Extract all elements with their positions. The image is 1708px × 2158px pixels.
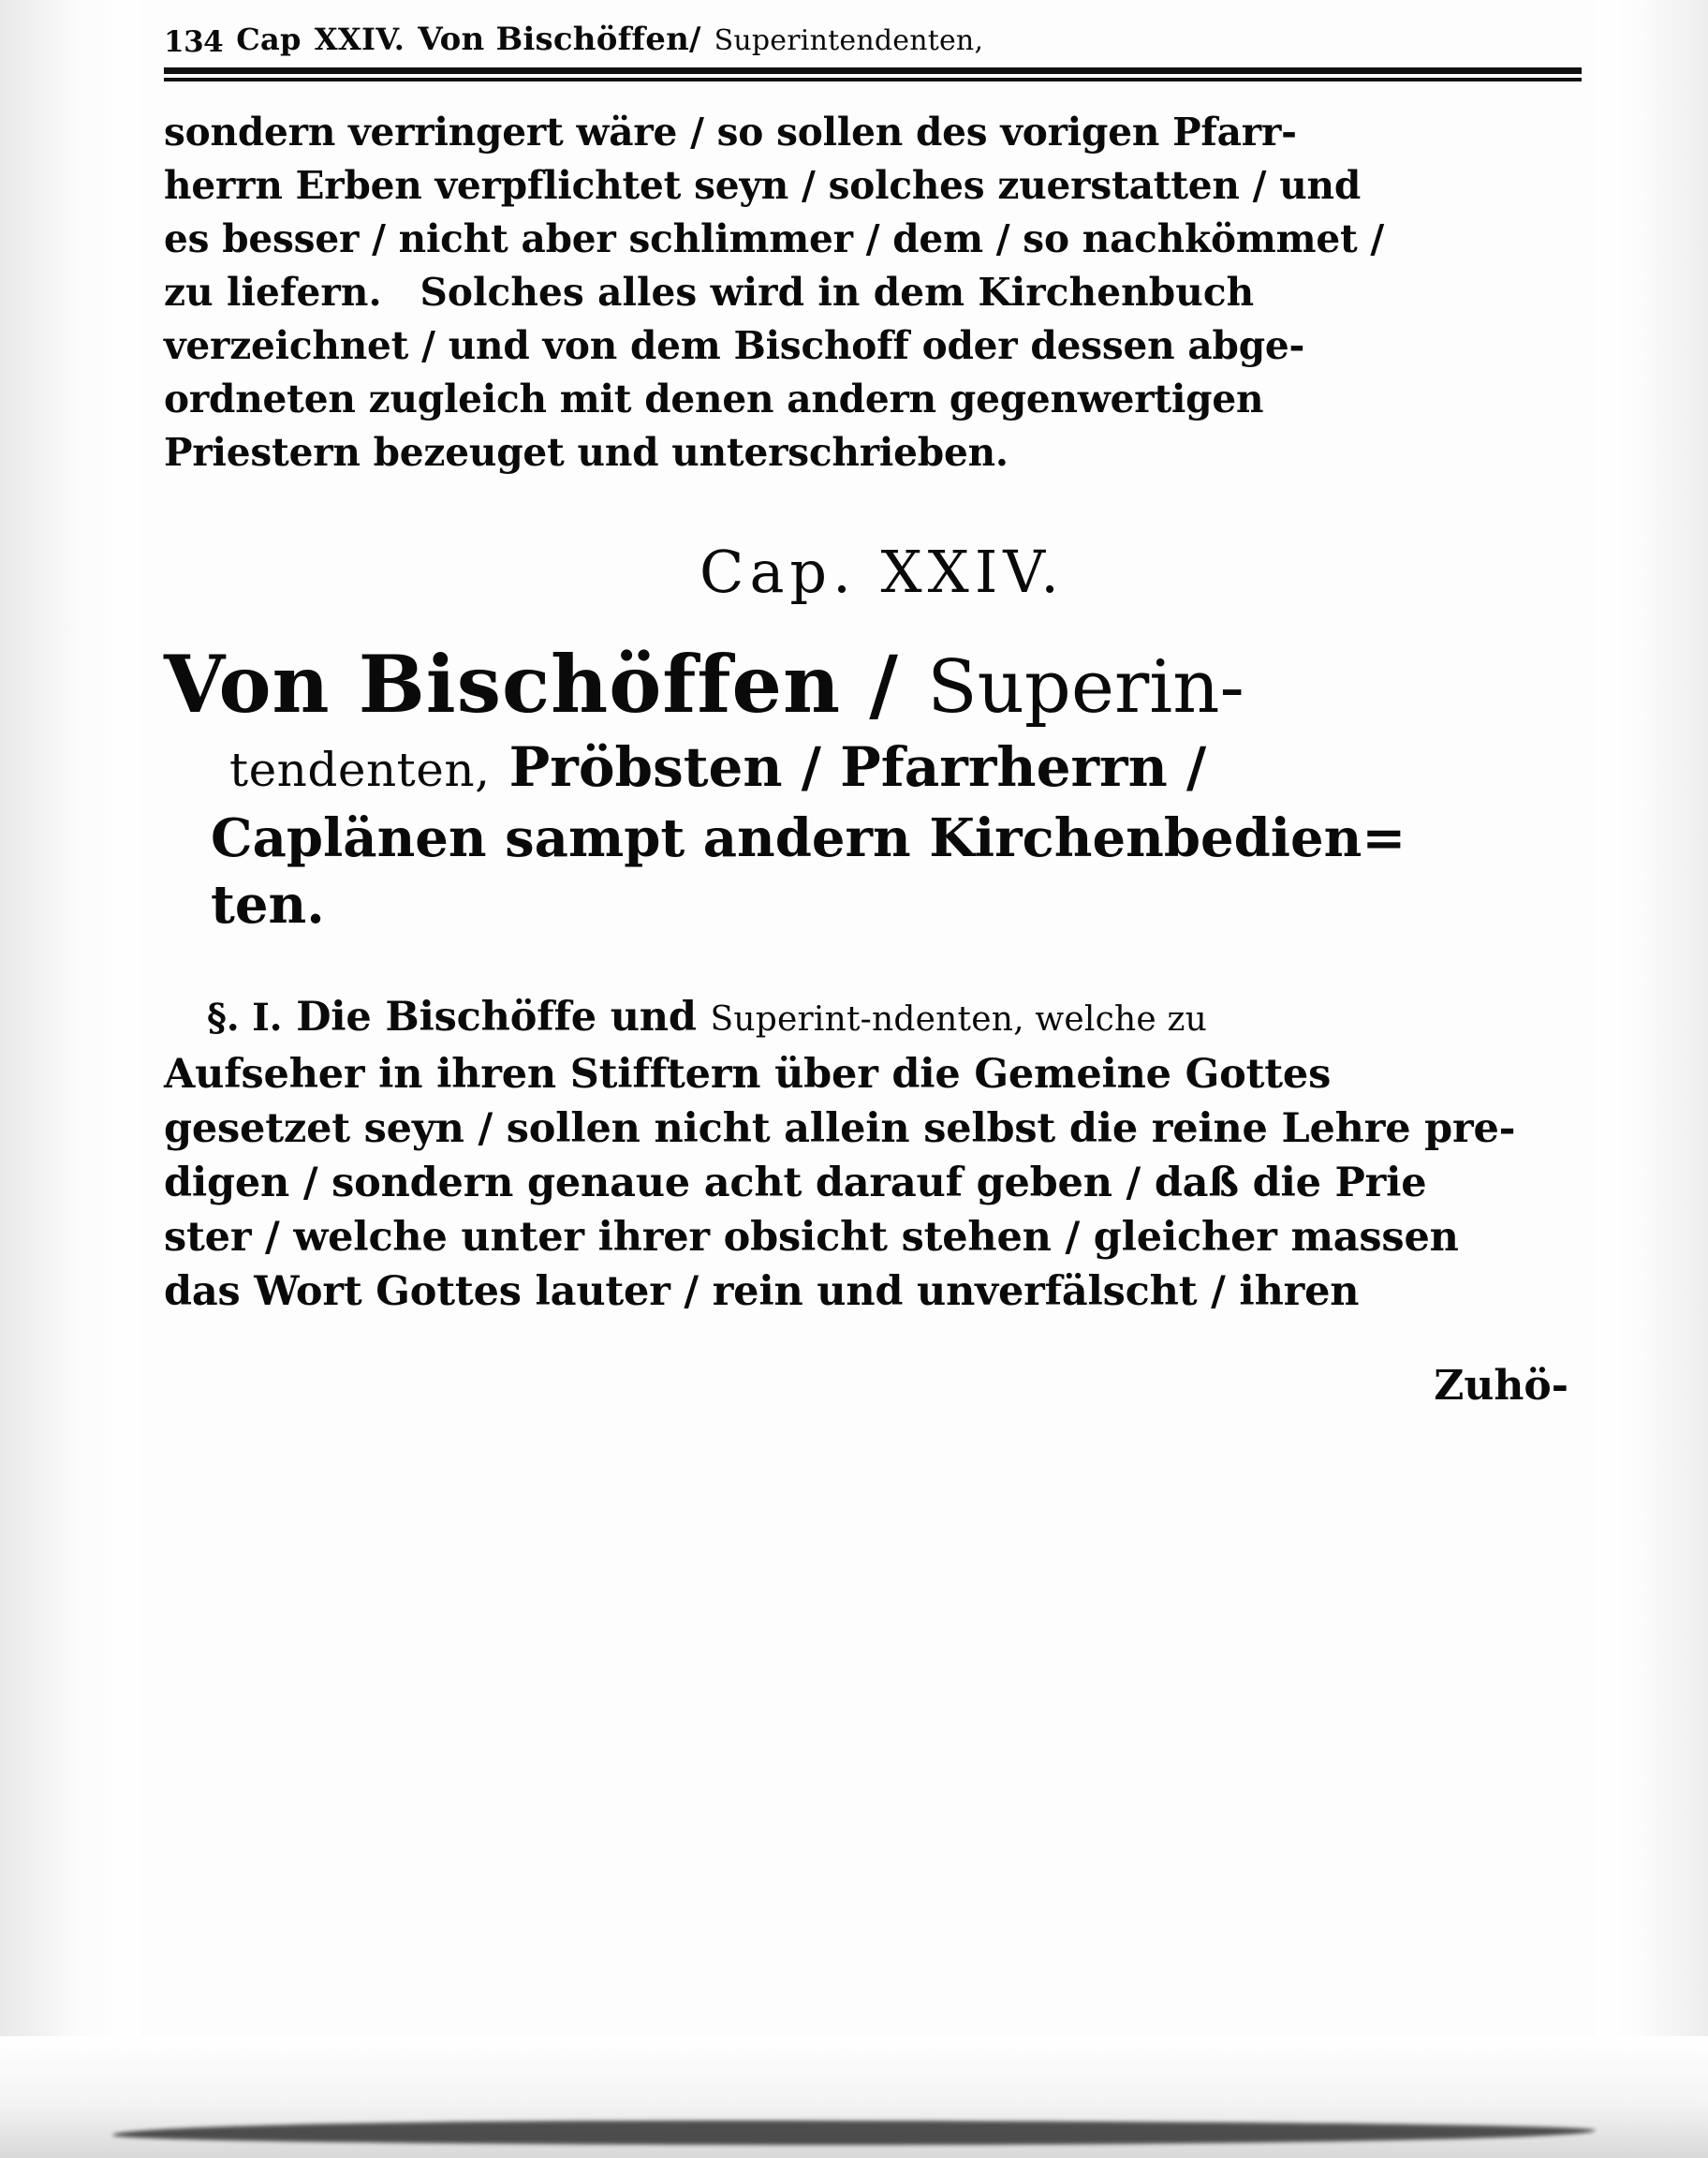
running-head-cap-label: Cap (236, 22, 302, 57)
section-line: digen / sondern genaue acht darauf geben / daß die Prie (164, 1160, 1427, 1206)
body-line: zu liefern. Solches alles wird in dem Kirchenbuch (164, 270, 1255, 315)
section-marker: §. I. (207, 996, 283, 1040)
section-line-roman-text: Superint‐ndenten, welche zu (710, 1000, 1208, 1039)
running-head-title-roman: Superintendenten, (714, 24, 984, 57)
chapter-title-tendenten: tendenten, (229, 743, 491, 797)
chapter-title-roman-part: Superin- (927, 645, 1244, 730)
section-first-line (164, 990, 1582, 1047)
head-rule-thin (164, 78, 1582, 81)
page-folio-number: 134 (164, 25, 224, 59)
page-edge-right-shadow (1596, 0, 1708, 2158)
chapter-title-line-4: ten. (211, 874, 325, 936)
chapter-number-heading: Cap. XXIV. (699, 538, 1065, 606)
section-paragraph (164, 990, 1582, 1319)
running-head (164, 0, 1582, 58)
section-line: gesetzet seyn / sollen nicht allein selbst die reine Lehre pre‐ (164, 1105, 1516, 1152)
body-paragraph (164, 106, 1582, 480)
body-line: ordneten zugleich mit denen andern gegenwertigen (164, 377, 1264, 421)
body-line: verzeichnet / und von dem Bischoff oder dessen abge‐ (164, 323, 1305, 368)
running-head-title-fraktur: Von Bischöffen/ (418, 21, 701, 58)
body-line: es besser / nicht aber schlimmer / dem / so nachkömmet / (164, 216, 1385, 261)
section-line: Aufseher in ihren Stifftern über die Gemeine Gottes (164, 1051, 1332, 1098)
chapter-title-line-3: Caplänen sampt andern Kirchenbedien= (211, 807, 1406, 869)
chapter-title-fraktur-part: Von Bischöffen / (164, 638, 899, 731)
chapter-title-proebsten-pfarrherrn: Pröbsten / Pfarrherrn / (508, 735, 1207, 799)
chapter-title-line-1 (164, 640, 1582, 732)
section-line: das Wort Gottes lauter / rein und unverfälscht / ihren (164, 1268, 1360, 1315)
body-line: sondern verringert wäre / so sollen des vorigen Pfarr‐ (164, 110, 1297, 155)
section-line-text: Die Bischöffe und (296, 994, 697, 1041)
body-line: herrn Erben verpflichtet seyn / solches zuerstatten / und (164, 163, 1362, 208)
body-line: Priestern bezeuget und unterschrieben. (164, 430, 1009, 475)
chapter-title (164, 640, 1582, 938)
chapter-title-line-2 (164, 732, 1582, 805)
catchword: Zuhö‐ (1434, 1362, 1568, 1410)
page-bottom-smudge (112, 2121, 1596, 2145)
running-head-cap-number: XXIV. (314, 22, 405, 57)
head-rule-thick (164, 67, 1582, 74)
page-content (164, 0, 1582, 1410)
section-line: ster / welche unter ihrer obsicht stehen / gleicher massen (164, 1214, 1459, 1261)
page-edge-left-shadow (0, 0, 140, 2158)
